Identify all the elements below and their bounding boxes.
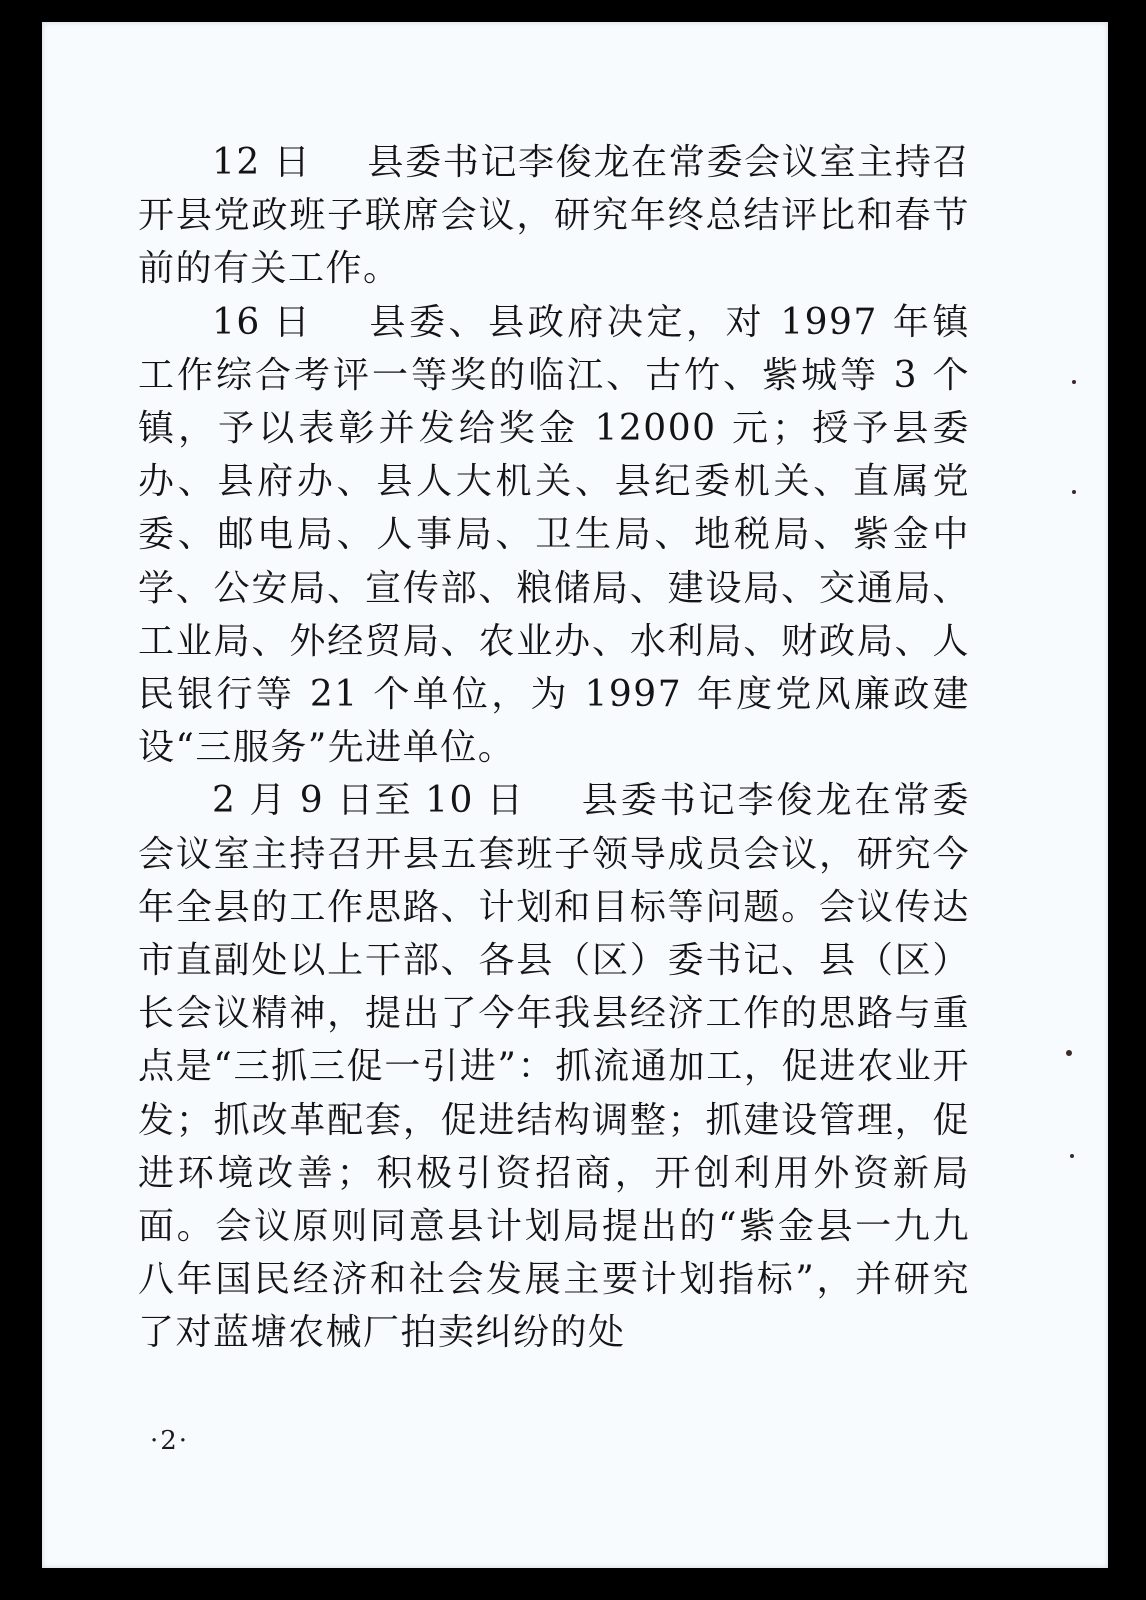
punch-mark (1072, 380, 1076, 384)
entry-text: 县委、县政府决定，对 1997 年镇工作综合考评一等奖的临江、古竹、紫城等 3 个镇，予以表彰并发给奖金 12000 元；授予县委办、县府办、县人大机关、县纪委机关、直属党委、邮电局、人事局、卫生局、地税局、紫金中学、公安局、宣传部、粮储局、建设局、交通局、工业局、外经贸局、农业办、水利局、财政局、人民银行等 21 个单位，为 1997 年度党风廉政建设“三服务”先进单位。 (138, 301, 970, 769)
punch-mark (1070, 1154, 1074, 1158)
page-number: ·2· (150, 1426, 190, 1456)
document-page (42, 22, 1108, 1568)
entry-feb-9-10 (138, 774, 970, 1359)
entry-date: 12 日 (212, 142, 312, 183)
entry-text: 县委书记李俊龙在常委会议室主持召开县五套班子领导成员会议，研究今年全县的工作思路、计划和目标等问题。会议传达市直副处以上干部、各县（区）委书记、县（区）长会议精神，提出了今年我县经济工作的思路与重点是“三抓三促一引进”：抓流通加工，促进农业开发；抓改革配套，促进结构调整；抓建设管理，促进环境改善；积极引资招商，开创利用外资新局面。会议原则同意县计划局提出的“紫金县一九九八年国民经济和社会发展主要计划指标”，并研究了对蓝塘农械厂拍卖纠纷的处 (138, 780, 970, 1354)
chronicle-entries (138, 136, 970, 1360)
entry-text: 县委书记李俊龙在常委会议室主持召开县党政班子联席会议，研究年终总结评比和春节前的有关工作。 (138, 142, 970, 290)
entry-16 (138, 296, 970, 775)
punch-mark (1072, 490, 1076, 494)
entry-date: 16 日 (212, 301, 312, 343)
entry-12 (138, 136, 970, 296)
entry-date: 2 月 9 日至 10 日 (212, 780, 525, 822)
punch-mark (1066, 1050, 1072, 1056)
